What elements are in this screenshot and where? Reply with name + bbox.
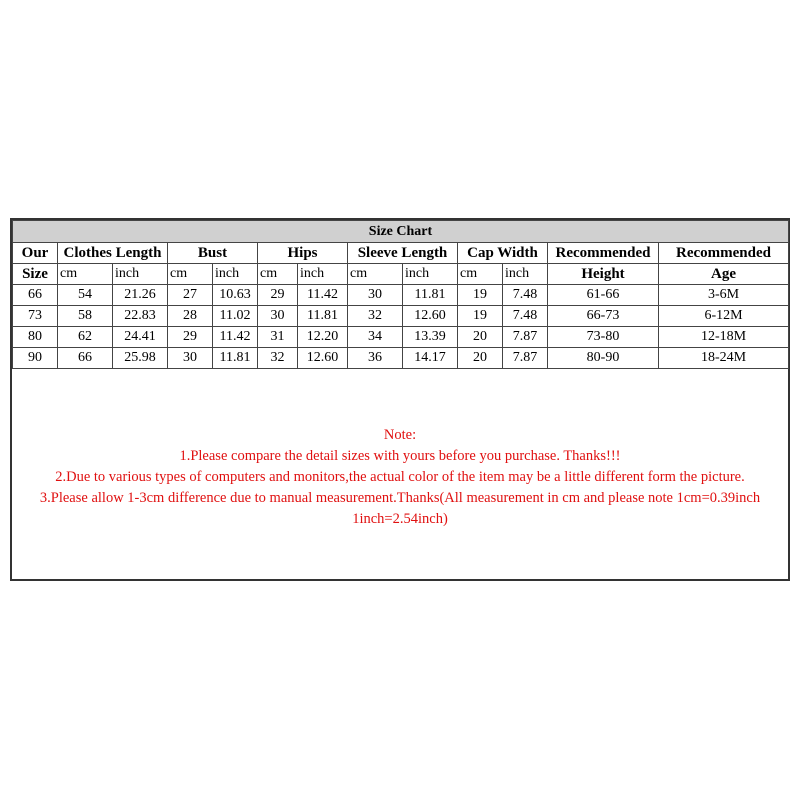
table-cell: 11.02 xyxy=(213,306,258,327)
col-our-size: Our xyxy=(13,243,58,264)
table-cell: 11.81 xyxy=(403,285,458,306)
unit-inch: inch xyxy=(113,264,168,285)
col-recommended-height: Recommended xyxy=(548,243,659,264)
table-cell: 19 xyxy=(458,306,503,327)
table-cell: 12-18M xyxy=(659,327,789,348)
table-cell: 7.87 xyxy=(503,348,548,369)
table-title: Size Chart xyxy=(13,221,789,243)
table-cell: 36 xyxy=(348,348,403,369)
table-cell: 18-24M xyxy=(659,348,789,369)
unit-inch: inch xyxy=(403,264,458,285)
table-cell: 31 xyxy=(258,327,298,348)
note-block xyxy=(12,425,788,530)
note-line-3: 3.Please allow 1-3cm difference due to manual measurement.Thanks(All measurement in cm and please note 1cm=0.39inch xyxy=(39,490,761,506)
col-bust: Bust xyxy=(168,243,258,264)
table-cell: 20 xyxy=(458,348,503,369)
unit-cm: cm xyxy=(348,264,403,285)
unit-cm: cm xyxy=(458,264,503,285)
table-cell: 30 xyxy=(348,285,403,306)
note-line-4: 1inch=2.54inch) xyxy=(352,511,448,527)
table-cell: 6-12M xyxy=(659,306,789,327)
table-cell: 11.81 xyxy=(298,306,348,327)
col-hips: Hips xyxy=(258,243,348,264)
table-row xyxy=(13,348,789,369)
note-line-1: 1.Please compare the detail sizes with yours before you purchase. Thanks!!! xyxy=(179,448,621,464)
col-recommended-age-2: Age xyxy=(659,264,789,285)
table-cell: 11.42 xyxy=(298,285,348,306)
table-cell: 3-6M xyxy=(659,285,789,306)
table-cell: 29 xyxy=(258,285,298,306)
table-cell: 11.42 xyxy=(213,327,258,348)
table-cell: 30 xyxy=(258,306,298,327)
unit-inch: inch xyxy=(298,264,348,285)
table-cell: 73-80 xyxy=(548,327,659,348)
table-cell: 11.81 xyxy=(213,348,258,369)
table-cell: 61-66 xyxy=(548,285,659,306)
table-cell: 54 xyxy=(58,285,113,306)
table-cell: 66-73 xyxy=(548,306,659,327)
table-cell: 10.63 xyxy=(213,285,258,306)
unit-cm: cm xyxy=(58,264,113,285)
col-our-size-2: Size xyxy=(13,264,58,285)
table-cell: 21.26 xyxy=(113,285,168,306)
table-cell: 66 xyxy=(58,348,113,369)
table-cell: 32 xyxy=(258,348,298,369)
table-cell: 7.48 xyxy=(503,285,548,306)
table-cell: 32 xyxy=(348,306,403,327)
col-recommended-height-2: Height xyxy=(548,264,659,285)
size-chart-table xyxy=(12,220,789,369)
table-cell: 34 xyxy=(348,327,403,348)
note-line-2: 2.Due to various types of computers and monitors,the actual color of the item may be a little different form the picture. xyxy=(55,469,745,485)
table-cell: 12.20 xyxy=(298,327,348,348)
note-heading: Note: xyxy=(383,427,417,443)
table-cell: 66 xyxy=(13,285,58,306)
table-cell: 24.41 xyxy=(113,327,168,348)
unit-inch: inch xyxy=(503,264,548,285)
table-cell: 12.60 xyxy=(298,348,348,369)
table-cell: 14.17 xyxy=(403,348,458,369)
table-cell: 22.83 xyxy=(113,306,168,327)
table-cell: 20 xyxy=(458,327,503,348)
table-cell: 62 xyxy=(58,327,113,348)
table-cell: 25.98 xyxy=(113,348,168,369)
unit-cm: cm xyxy=(258,264,298,285)
col-sleeve-length: Sleeve Length xyxy=(348,243,458,264)
unit-inch: inch xyxy=(213,264,258,285)
unit-cm: cm xyxy=(168,264,213,285)
col-cap-width: Cap Width xyxy=(458,243,548,264)
table-cell: 30 xyxy=(168,348,213,369)
table-cell: 7.48 xyxy=(503,306,548,327)
table-cell: 19 xyxy=(458,285,503,306)
table-cell: 12.60 xyxy=(403,306,458,327)
table-cell: 7.87 xyxy=(503,327,548,348)
table-cell: 29 xyxy=(168,327,213,348)
size-chart-frame xyxy=(10,218,790,581)
col-recommended-age: Recommended xyxy=(659,243,789,264)
table-row xyxy=(13,285,789,306)
table-cell: 58 xyxy=(58,306,113,327)
table-cell: 28 xyxy=(168,306,213,327)
table-cell: 73 xyxy=(13,306,58,327)
table-cell: 13.39 xyxy=(403,327,458,348)
table-cell: 80 xyxy=(13,327,58,348)
col-clothes-length: Clothes Length xyxy=(58,243,168,264)
table-cell: 80-90 xyxy=(548,348,659,369)
table-cell: 90 xyxy=(13,348,58,369)
table-row xyxy=(13,327,789,348)
table-cell: 27 xyxy=(168,285,213,306)
table-row xyxy=(13,306,789,327)
